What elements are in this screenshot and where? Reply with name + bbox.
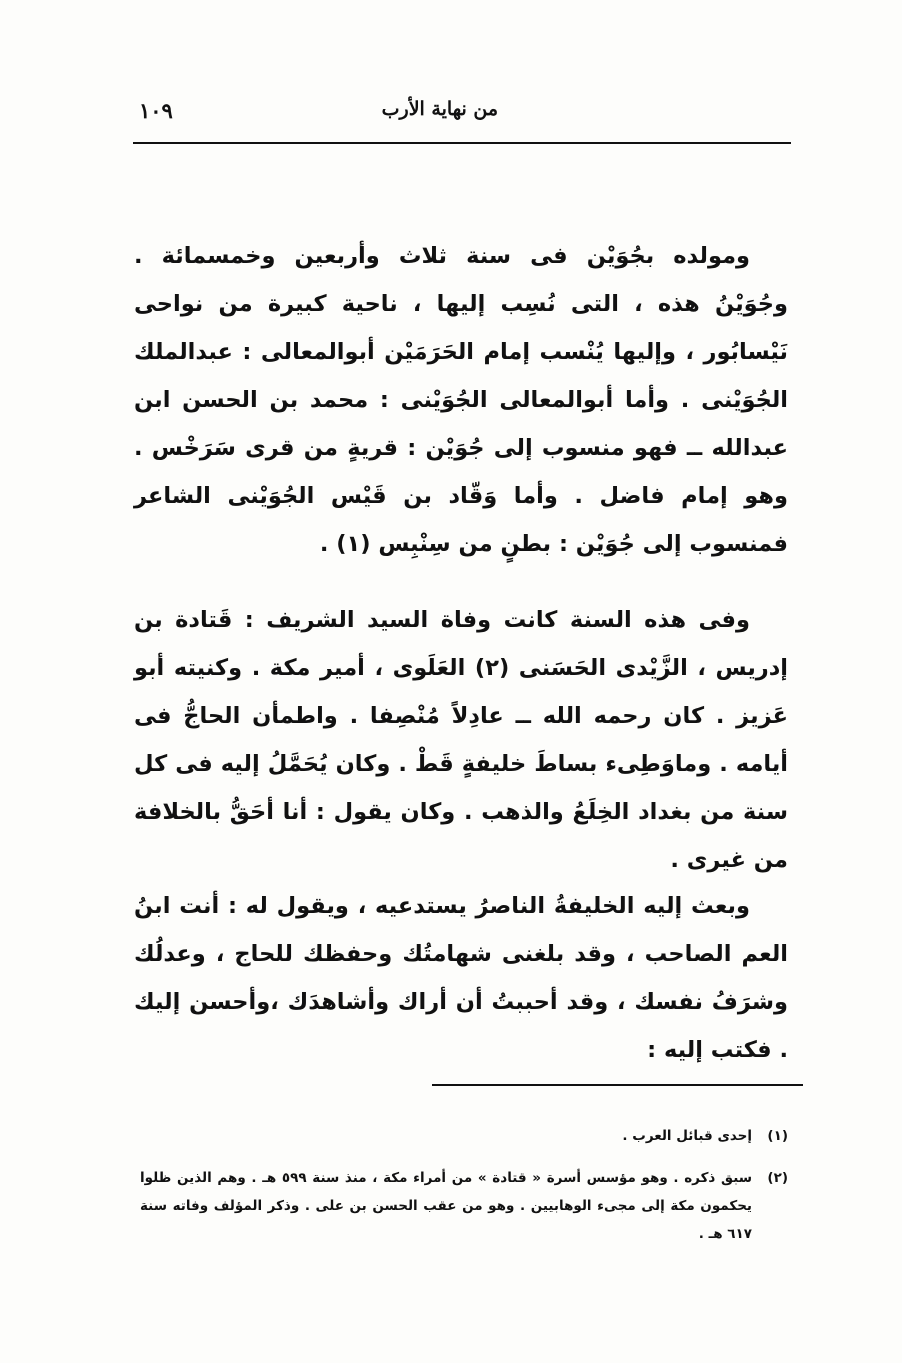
footnote-text: إحدى قبائل العرب . xyxy=(622,1128,752,1144)
header-rule xyxy=(133,142,791,144)
page-number: ١٠٩ xyxy=(139,98,173,123)
paragraph-1 xyxy=(134,232,788,568)
footnote-text: سبق ذكره . وهو مؤسس أسرة « قتادة » من أمراء مكة ، منذ سنة ٥٩٩ هـ . وهم الذين ظلوا يحكمون مكة إلى مجىء الوهابيين . وهو من عقب الحسن بن على . وذكر المؤلف وفاته سنة ٦١٧ هـ . xyxy=(140,1170,752,1242)
footnotes xyxy=(140,1122,788,1262)
paragraph-3 xyxy=(134,882,788,1074)
footnote-marker: (٢) xyxy=(767,1170,788,1186)
footnote-rule xyxy=(432,1084,803,1086)
running-title: من نهاية الأرب xyxy=(381,98,498,120)
footnote-marker: (١) xyxy=(767,1128,788,1144)
paragraph-text: وبعث إليه الخليفةُ الناصرُ يستدعيه ، ويقول له : أنت ابنُ العم الصاحب ، وقد بلغنى شهامتُك وحفظك للحاج ، وعدلُك وشرَفُ نفسك ، وقد أحببتُ أن أراك وأشاهدَك ،وأحسن إليك . فكتب إليه : xyxy=(134,893,788,1063)
footnote-1 xyxy=(140,1122,788,1150)
paragraph-2 xyxy=(134,596,788,884)
page-header xyxy=(133,92,788,132)
footnote-2 xyxy=(140,1164,788,1248)
paragraph-text: ومولده بجُوَيْن فى سنة ثلاث وأربعين وخمسمائة . وجُوَيْنُ هذه ، التى نُسِب إليها ، ناحية كبيرة من نواحى نَيْسابُور ، وإليها يُنْسب إمام الحَرَمَيْن أبوالمعالى : عبدالملك الجُوَيْنى . وأما أبوالمعالى الجُوَيْنى : محمد بن الحسن ابن عبدالله ــ فهو منسوب إلى جُوَيْن : قريةٍ من قرى سَرَخْس . وهو إمام فاضل . وأما وَقّاد بن قَيْس الجُوَيْنى الشاعر فمنسوب إلى جُوَيْن : بطنٍ من سِنْبِس (١) . xyxy=(134,243,788,557)
paragraph-text: وفى هذه السنة كانت وفاة السيد الشريف : قَتادة بن إدريس ، الزَّيْدى الحَسَنى (٢) العَلَوى ، أمير مكة . وكنيته أبو عَزيز . كان رحمه الله ــ عادِلاً مُنْصِفا . واطمأن الحاجُّ فى أيامه . وماوَطِىء بساطَ خليفةٍ قَطْ . وكان يُحَمَّلُ إليه فى كل سنة من بغداد الخِلَعُ والذهب . وكان يقول : أنا أحَقُّ بالخلافة من غيرى . xyxy=(134,607,788,873)
